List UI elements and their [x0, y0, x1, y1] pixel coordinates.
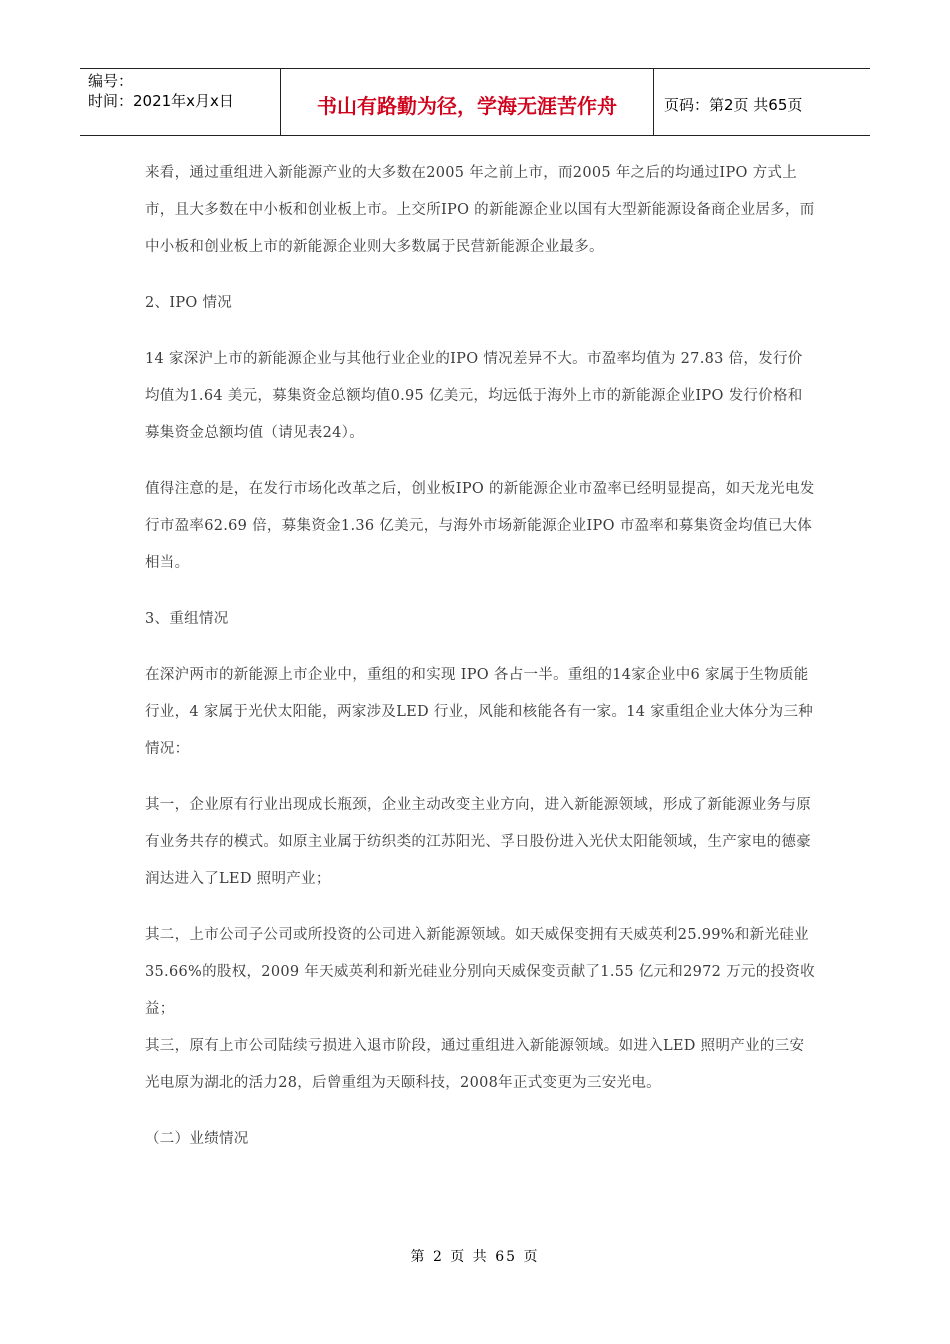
section-heading-ipo: 2、IPO 情况: [145, 295, 233, 311]
section-heading-restructuring: 3、重组情况: [145, 611, 229, 627]
paragraph-intro: 来看，通过重组进入新能源产业的大多数在2005 年之前上市，而2005 年之后的均通过IPO 方式上市，且大多数在中小板和创业板上市。上交所IPO 的新能源企业以国有大型新能源设备商企业居多，而中小板和创业板上市的新能源企业则大多数属于民营新能源企业最多。: [145, 165, 815, 255]
header-page-info: 页码：第2页 共65页: [664, 95, 803, 114]
paragraph-ipo-note: 值得注意的是，在发行市场化改革之后，创业板IPO 的新能源企业市盈率已经明显提高，如天龙光电发行市盈率62.69 倍，募集资金1.36 亿美元，与海外市场新能源企业IPO 市盈率和募集资金均值已大体相当。: [145, 481, 815, 571]
paragraph-case-three: 其三，原有上市公司陆续亏损进入退市阶段，通过重组进入新能源领域。如进入LED 照明产业的三安光电原为湖北的活力28，后曾重组为天颐科技，2008年正式变更为三安光电。: [145, 1038, 805, 1091]
header-motto: 书山有路勤为径，学海无涯苦作舟: [281, 69, 654, 135]
header-meta: [80, 69, 281, 135]
paragraph-case-two: 其二，上市公司子公司或所投资的公司进入新能源领域。如天威保变拥有天威英利25.99%和新光硅业35.66%的股权，2009 年天威英利和新光硅业分别向天威保变贡献了1.55 亿元和2972 万元的投资收益；: [145, 927, 815, 1017]
page-header: [80, 68, 870, 136]
paragraph-restructuring-overview: 在深沪两市的新能源上市企业中，重组的和实现 IPO 各占一半。重组的14家企业中6 家属于生物质能行业，4 家属于光伏太阳能，两家涉及LED 行业，风能和核能各有一家。14 家重组企业大体分为三种情况：: [145, 667, 814, 757]
document-time-label: 时间：2021年x月x日: [88, 92, 234, 110]
document-body: [145, 155, 815, 1177]
page-footer: 第 2 页 共 65 页: [410, 1249, 540, 1265]
document-number-label: 编号：: [88, 72, 134, 90]
paragraph-ipo-stats: 14 家深沪上市的新能源企业与其他行业企业的IPO 情况差异不大。市盈率均值为 27.83 倍，发行价均值为1.64 美元，募集资金总额均值0.95 亿美元，均远低于海外上市的新能源企业IPO 发行价格和募集资金总额均值（请见表24）。: [145, 351, 803, 441]
section-heading-performance: （二）业绩情况: [145, 1131, 249, 1147]
paragraph-case-one: 其一，企业原有行业出现成长瓶颈，企业主动改变主业方向，进入新能源领域，形成了新能源业务与原有业务共存的模式。如原主业属于纺织类的江苏阳光、孚日股份进入光伏太阳能领域，生产家电的德豪润达进入了LED 照明产业；: [145, 797, 811, 887]
